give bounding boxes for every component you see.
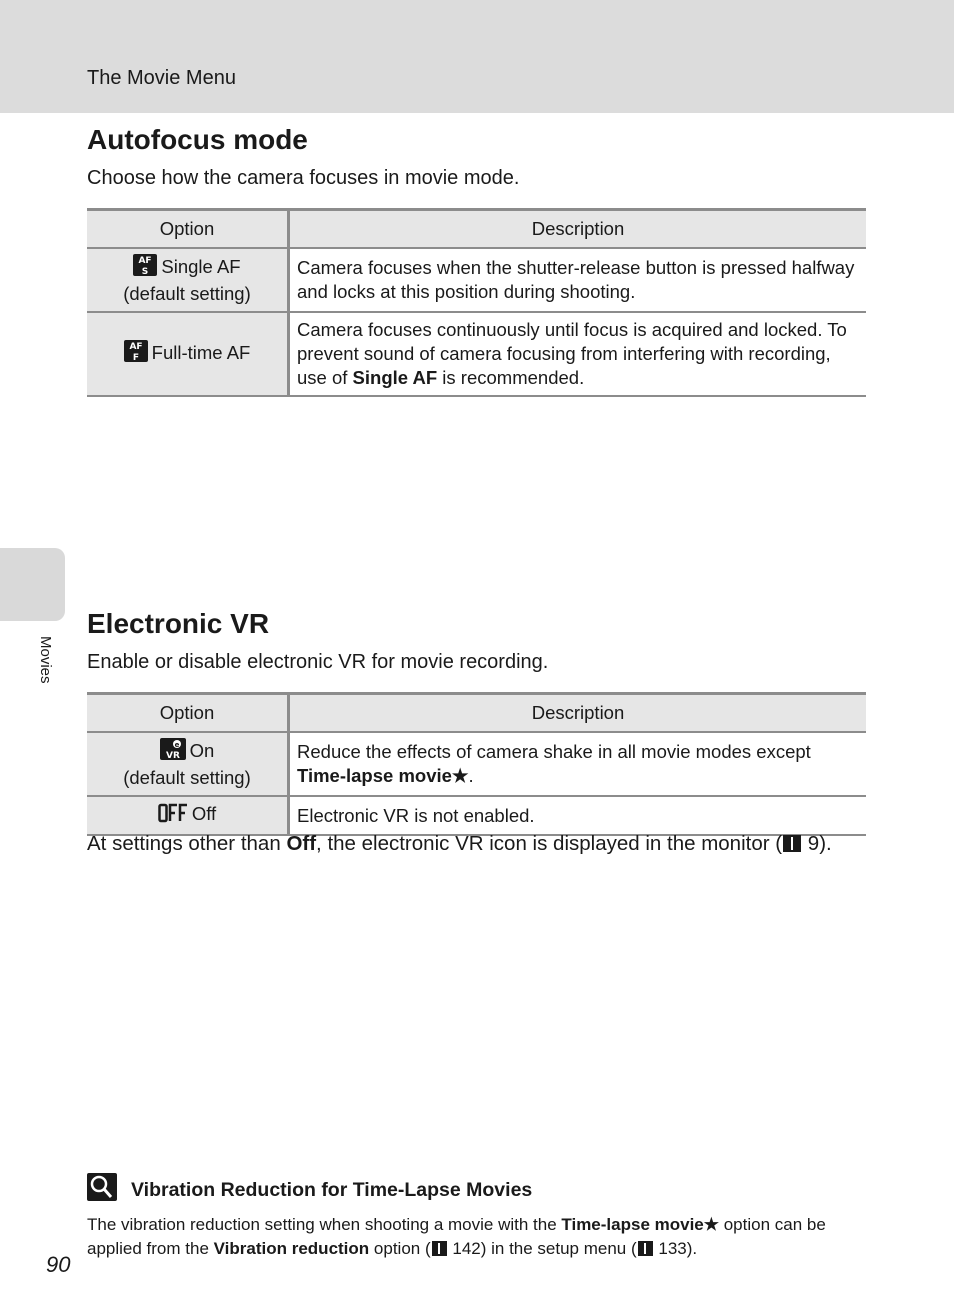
table-row bbox=[87, 796, 866, 835]
table-row bbox=[87, 732, 866, 796]
option-cell: Off bbox=[87, 796, 289, 835]
af-f-icon bbox=[124, 340, 148, 368]
page-reference-icon bbox=[432, 1241, 447, 1256]
electronic-vr-table bbox=[87, 692, 866, 836]
electronic-vr-note: At settings other than Off, the electronic VR icon is displayed in the monitor ( 9). bbox=[87, 832, 832, 855]
electronic-vr-heading: Electronic VR bbox=[87, 608, 270, 639]
star-icon: ★ bbox=[451, 765, 469, 786]
electronic-vr-intro: Enable or disable electronic VR for movie recording. bbox=[87, 651, 549, 673]
description-cell: Reduce the effects of camera shake in all movie modes except Time-lapse movie★. bbox=[289, 732, 867, 796]
header-band bbox=[0, 0, 954, 113]
evr-on-icon bbox=[160, 738, 186, 766]
col-description: Description bbox=[289, 210, 867, 249]
af-s-icon bbox=[133, 254, 157, 282]
option-cell: AF S Single AF (default setting) bbox=[87, 248, 289, 312]
table-header-row bbox=[87, 210, 866, 249]
table-row bbox=[87, 312, 866, 396]
col-option: Option bbox=[87, 210, 289, 249]
chapter-label: Movies bbox=[37, 636, 54, 684]
autofocus-table bbox=[87, 208, 866, 397]
autofocus-heading: Autofocus mode bbox=[87, 124, 308, 155]
tip-title: Vibration Reduction for Time-Lapse Movies bbox=[131, 1179, 533, 1201]
section-title: The Movie Menu bbox=[87, 67, 236, 89]
option-cell: e VR On (default setting) bbox=[87, 732, 289, 796]
svg-text:AF: AF bbox=[138, 256, 152, 266]
table-row bbox=[87, 248, 866, 312]
description-cell: Camera focuses when the shutter-release button is pressed halfway and locks at this position during shooting. bbox=[289, 248, 867, 312]
col-description: Description bbox=[289, 694, 867, 733]
svg-text:VR: VR bbox=[165, 751, 180, 760]
chapter-tab bbox=[0, 548, 65, 621]
autofocus-intro: Choose how the camera focuses in movie mode. bbox=[87, 167, 520, 189]
description-cell: Camera focuses continuously until focus is acquired and locked. To prevent sound of camera focusing from interfering with recording, use of Single AF is recommended. bbox=[289, 312, 867, 396]
star-icon: ★ bbox=[703, 1215, 719, 1234]
off-icon bbox=[158, 803, 188, 829]
option-cell: AF F Full-time AF bbox=[87, 312, 289, 396]
description-cell: Electronic VR is not enabled. bbox=[289, 796, 867, 835]
svg-text:S: S bbox=[142, 267, 149, 276]
tip-body: The vibration reduction setting when shooting a movie with the Time-lapse movie★ option can be applied from the Vibration reduction option ( 142) in the setup menu ( 133). bbox=[87, 1215, 826, 1258]
col-option: Option bbox=[87, 694, 289, 733]
page-reference-icon bbox=[783, 835, 801, 852]
table-header-row bbox=[87, 694, 866, 733]
svg-text:AF: AF bbox=[129, 342, 143, 352]
svg-text:e: e bbox=[174, 741, 180, 749]
svg-text:F: F bbox=[132, 353, 139, 362]
page-reference-icon bbox=[638, 1241, 653, 1256]
page-number: 90 bbox=[46, 1252, 71, 1277]
note-icon bbox=[87, 1173, 117, 1201]
